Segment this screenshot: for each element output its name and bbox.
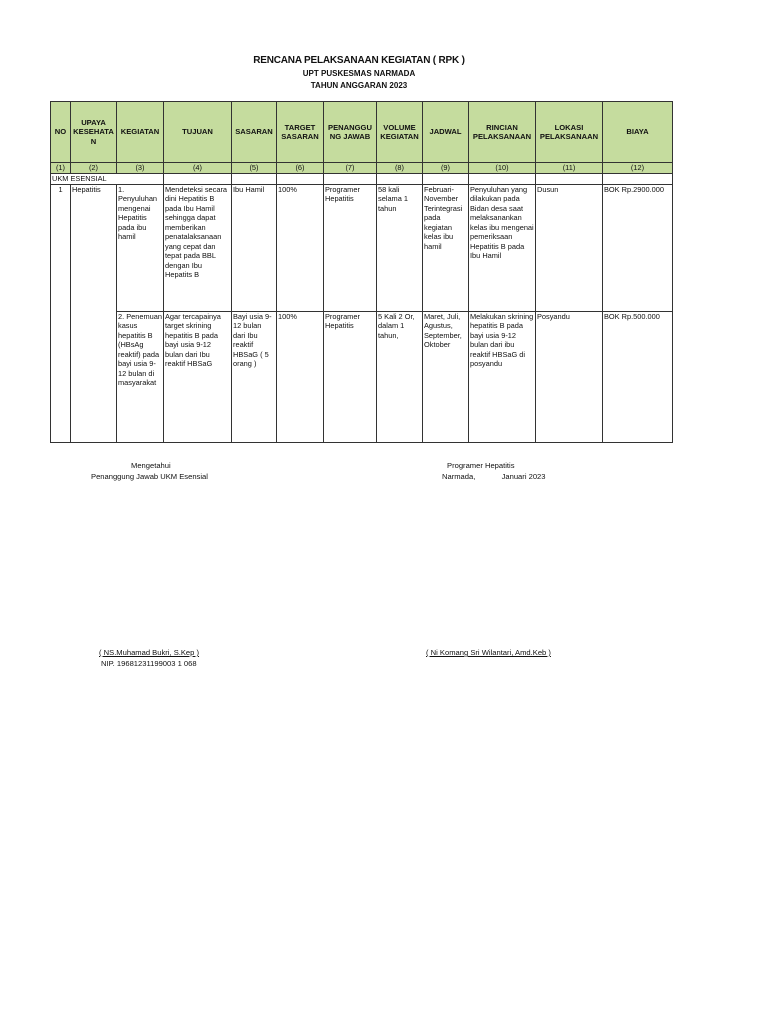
signature-right-date: Januari 2023 xyxy=(501,472,546,482)
signature-left-line1: Mengetahui xyxy=(131,461,171,470)
col-number: (3) xyxy=(117,163,164,174)
cell-penanggung-jawab: Programer Hepatitis xyxy=(324,185,377,312)
rpk-table xyxy=(50,101,673,443)
cell-lokasi: Posyandu xyxy=(536,312,603,443)
col-number: (5) xyxy=(232,163,277,174)
col-number: (4) xyxy=(164,163,232,174)
col-header-kegiatan: KEGIATAN xyxy=(117,102,164,163)
cell-target: 100% xyxy=(277,312,324,443)
signature-right-name: ( Ni Komang Sri Wilantari, Amd.Keb ) xyxy=(426,648,551,657)
table-header-row xyxy=(51,102,673,163)
signature-left-line2: Penanggung Jawab UKM Esensial xyxy=(91,472,208,482)
signature-left-name-block xyxy=(99,647,199,670)
cell-jadwal: Februari-November Terintegrasi pada kegiatan kelas ibu hamil xyxy=(423,185,469,312)
row-upaya: Hepatitis xyxy=(71,185,117,443)
cell-biaya: BOK Rp.500.000 xyxy=(603,312,673,443)
document-title: RENCANA PELAKSANAAN KEGIATAN ( RPK ) xyxy=(253,55,465,66)
cell-biaya: BOK Rp.2900.000 xyxy=(603,185,673,312)
col-number: (7) xyxy=(324,163,377,174)
col-header-rincian: RINCIAN PELAKSANAAN xyxy=(469,102,536,163)
signature-left xyxy=(91,460,251,483)
signature-right-name-block xyxy=(426,647,551,658)
document-year: TAHUN ANGGARAN 2023 xyxy=(310,81,408,90)
cell-sasaran: Ibu Hamil xyxy=(232,185,277,312)
signature-left-name: ( NS.Muhamad Bukri, S.Kep ) xyxy=(99,648,200,657)
col-header-upaya: UPAYA KESEHATA N xyxy=(71,102,117,163)
signature-left-nip: NIP. 19681231199003 1 068 xyxy=(101,659,197,669)
cell-target: 100% xyxy=(277,185,324,312)
cell-volume: 58 kali selama 1 tahun xyxy=(377,185,423,312)
col-header-no: NO xyxy=(51,102,71,163)
cell-rincian: Penyuluhan yang dilakukan pada Bidan desa saat melaksanankan kelas ibu mengenai pemeriksaan Hepatitis B pada Ibu Hamil xyxy=(469,185,536,312)
section-label: UKM ESENSIAL xyxy=(51,174,164,185)
col-number: (10) xyxy=(469,163,536,174)
col-number: (8) xyxy=(377,163,423,174)
cell-rincian: Melakukan skrining hepatitis B pada bayi usia 9-12 bulan dari ibu reaktif HBSaG di posyandu xyxy=(469,312,536,443)
col-header-penanggung-jawab: PENANGGU NG JAWAB xyxy=(324,102,377,163)
col-header-tujuan: TUJUAN xyxy=(164,102,232,163)
col-header-lokasi: LOKASI PELAKSANAAN xyxy=(536,102,603,163)
cell-kegiatan: 1. Penyuluhan mengenai Hepatitis pada ibu hamil xyxy=(117,185,164,312)
col-number: (12) xyxy=(603,163,673,174)
cell-lokasi: Dusun xyxy=(536,185,603,312)
cell-tujuan: Mendeteksi secara dini Hepatitis B pada Ibu Hamil sehingga dapat memberikan penatalaksanaan yang cepat dan tepat pada BBL dengan Ibu Hepatits B xyxy=(164,185,232,312)
cell-jadwal: Maret, Juli, Agustus, September, Oktober xyxy=(423,312,469,443)
cell-kegiatan: 2. Penemuan kasus hepatitis B (HBsAg reaktif) pada bayi usia 9-12 bulan di masyarakat xyxy=(117,312,164,443)
col-header-biaya: BIAYA xyxy=(603,102,673,163)
table-row xyxy=(51,312,673,443)
col-number: (2) xyxy=(71,163,117,174)
column-number-row xyxy=(51,163,673,174)
cell-sasaran: Bayi usia 9-12 bulan dari Ibu reaktif HBSaG ( 5 orang ) xyxy=(232,312,277,443)
table-row xyxy=(51,185,673,312)
col-header-volume: VOLUME KEGIATAN xyxy=(377,102,423,163)
col-number: (9) xyxy=(423,163,469,174)
col-number: (1) xyxy=(51,163,71,174)
cell-tujuan: Agar tercapainya target skrining hepatitis B pada bayi usia 9-12 bulan dari Ibu reaktif HBSaG xyxy=(164,312,232,443)
signature-right xyxy=(442,460,582,483)
col-header-jadwal: JADWAL xyxy=(423,102,469,163)
document-unit: UPT PUSKESMAS NARMADA xyxy=(302,69,416,78)
col-number: (11) xyxy=(536,163,603,174)
section-row xyxy=(51,174,673,185)
col-number: (6) xyxy=(277,163,324,174)
row-no: 1 xyxy=(51,185,71,443)
signature-right-place: Narmada, xyxy=(442,472,476,482)
cell-penanggung-jawab: Programer Hepatitis xyxy=(324,312,377,443)
col-header-target: TARGET SASARAN xyxy=(277,102,324,163)
cell-volume: 5 Kali 2 Or, dalam 1 tahun, xyxy=(377,312,423,443)
col-header-sasaran: SASARAN xyxy=(232,102,277,163)
signature-right-line1: Programer Hepatitis xyxy=(447,461,515,470)
